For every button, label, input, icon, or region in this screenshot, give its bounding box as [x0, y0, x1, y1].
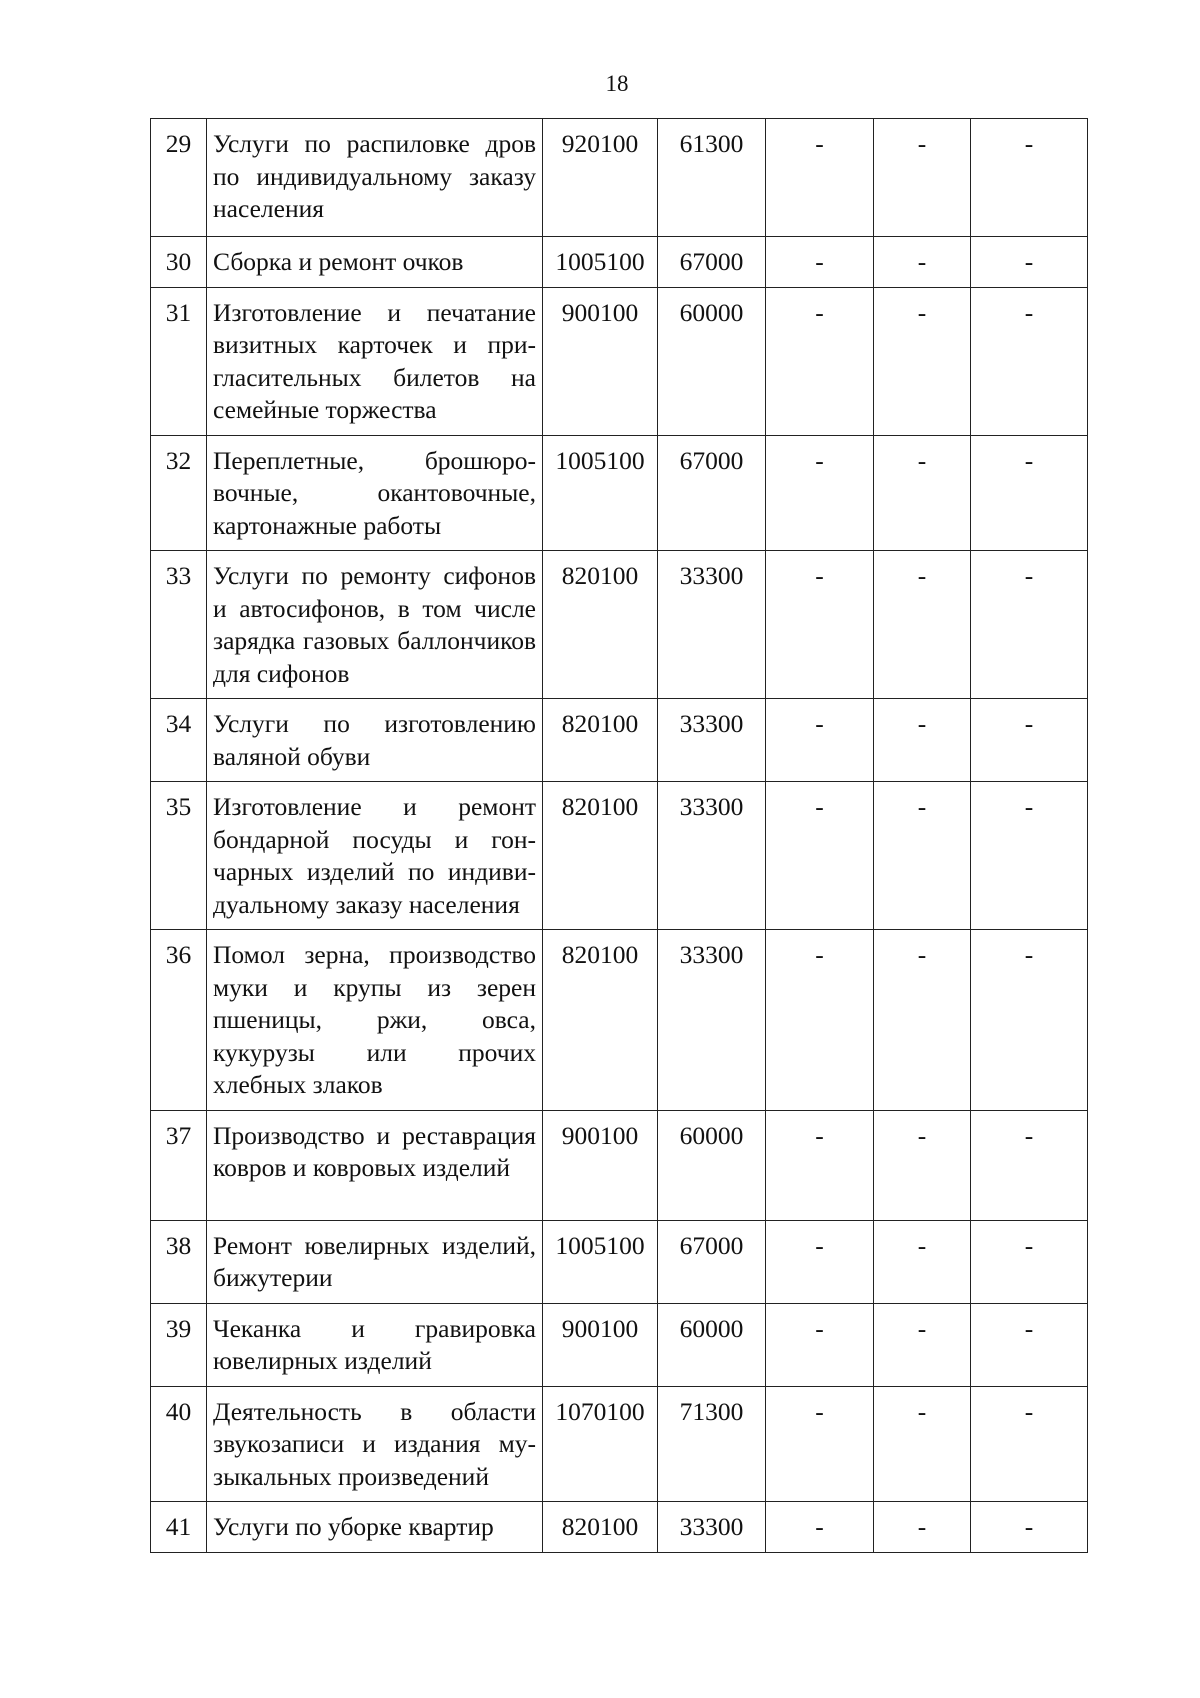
dash-cell-3: - [766, 930, 874, 1111]
dash-cell-4: - [874, 930, 971, 1111]
table-row [151, 1110, 1088, 1220]
dash-cell-3: - [766, 119, 874, 237]
value-cell-1: 820100 [543, 699, 658, 782]
dash-cell-4: - [874, 435, 971, 551]
dash-cell-3: - [766, 237, 874, 288]
row-number: 41 [151, 1502, 207, 1553]
dash-cell-4: - [874, 1502, 971, 1553]
dash-cell-4: - [874, 699, 971, 782]
table-row [151, 551, 1088, 699]
value-cell-2: 67000 [658, 237, 766, 288]
value-cell-2: 60000 [658, 1110, 766, 1220]
dash-cell-3: - [766, 1110, 874, 1220]
dash-cell-4: - [874, 237, 971, 288]
value-cell-2: 33300 [658, 782, 766, 930]
value-cell-1: 1070100 [543, 1386, 658, 1502]
row-number: 40 [151, 1386, 207, 1502]
row-number: 33 [151, 551, 207, 699]
dash-cell-5: - [971, 1110, 1088, 1220]
service-description: Деятельность в области звукозаписи и издания музыкальных произведений [207, 1386, 543, 1502]
value-cell-2: 61300 [658, 119, 766, 237]
dash-cell-5: - [971, 237, 1088, 288]
table-row [151, 782, 1088, 930]
service-description: Изготовление и печатание визитных карточек и пригласительных билетов на семейные торжества [207, 287, 543, 435]
dash-cell-5: - [971, 1220, 1088, 1303]
dash-cell-3: - [766, 287, 874, 435]
value-cell-1: 900100 [543, 1110, 658, 1220]
value-cell-2: 33300 [658, 699, 766, 782]
dash-cell-4: - [874, 1220, 971, 1303]
value-cell-1: 900100 [543, 287, 658, 435]
dash-cell-5: - [971, 1303, 1088, 1386]
dash-cell-4: - [874, 782, 971, 930]
value-cell-1: 820100 [543, 782, 658, 930]
table-row [151, 287, 1088, 435]
table-row [151, 930, 1088, 1111]
table-row [151, 119, 1088, 237]
dash-cell-5: - [971, 119, 1088, 237]
dash-cell-3: - [766, 551, 874, 699]
dash-cell-5: - [971, 435, 1088, 551]
value-cell-1: 920100 [543, 119, 658, 237]
dash-cell-4: - [874, 1386, 971, 1502]
service-description: Ремонт ювелирных изделий, бижутерии [207, 1220, 543, 1303]
row-number: 29 [151, 119, 207, 237]
value-cell-2: 60000 [658, 1303, 766, 1386]
value-cell-1: 820100 [543, 930, 658, 1111]
service-description: Услуги по изготовлению валяной обуви [207, 699, 543, 782]
table-row [151, 435, 1088, 551]
page-number: 18 [605, 71, 629, 96]
value-cell-2: 67000 [658, 435, 766, 551]
value-cell-2: 67000 [658, 1220, 766, 1303]
service-description: Услуги по распиловке дров по индивидуальному заказу населения [207, 119, 543, 237]
service-description: Чеканка и гравировка ювелирных изделий [207, 1303, 543, 1386]
dash-cell-5: - [971, 551, 1088, 699]
dash-cell-4: - [874, 287, 971, 435]
dash-cell-3: - [766, 435, 874, 551]
dash-cell-5: - [971, 930, 1088, 1111]
dash-cell-5: - [971, 1386, 1088, 1502]
dash-cell-5: - [971, 287, 1088, 435]
dash-cell-5: - [971, 1502, 1088, 1553]
row-number: 39 [151, 1303, 207, 1386]
row-number: 30 [151, 237, 207, 288]
table-row [151, 1303, 1088, 1386]
service-description: Помол зерна, производство муки и крупы из зерен пшеницы, ржи, овса, кукурузы или прочих хлебных злаков [207, 930, 543, 1111]
dash-cell-3: - [766, 1303, 874, 1386]
dash-cell-3: - [766, 699, 874, 782]
table-row [151, 1220, 1088, 1303]
rates-table [150, 118, 1088, 1553]
row-number: 31 [151, 287, 207, 435]
service-description: Услуги по уборке квартир [207, 1502, 543, 1553]
table-row [151, 237, 1088, 288]
dash-cell-4: - [874, 1303, 971, 1386]
value-cell-1: 1005100 [543, 237, 658, 288]
value-cell-2: 33300 [658, 551, 766, 699]
value-cell-2: 33300 [658, 930, 766, 1111]
row-number: 35 [151, 782, 207, 930]
table-body [151, 119, 1088, 1553]
service-description: Производство и реставрация ковров и ковровых изделий [207, 1110, 543, 1220]
value-cell-1: 1005100 [543, 1220, 658, 1303]
service-description: Переплетные, брошюровочные, окантовочные, картонажные работы [207, 435, 543, 551]
dash-cell-4: - [874, 1110, 971, 1220]
service-description: Изготовление и ремонт бондарной посуды и гончарных изделий по индивидуальному заказу населения [207, 782, 543, 930]
row-number: 38 [151, 1220, 207, 1303]
dash-cell-3: - [766, 782, 874, 930]
row-number: 32 [151, 435, 207, 551]
row-number: 36 [151, 930, 207, 1111]
value-cell-1: 1005100 [543, 435, 658, 551]
dash-cell-4: - [874, 551, 971, 699]
value-cell-2: 33300 [658, 1502, 766, 1553]
service-description: Сборка и ремонт очков [207, 237, 543, 288]
dash-cell-4: - [874, 119, 971, 237]
table-row [151, 1386, 1088, 1502]
value-cell-1: 820100 [543, 551, 658, 699]
value-cell-1: 900100 [543, 1303, 658, 1386]
row-number: 37 [151, 1110, 207, 1220]
dash-cell-5: - [971, 699, 1088, 782]
value-cell-2: 60000 [658, 287, 766, 435]
dash-cell-3: - [766, 1386, 874, 1502]
dash-cell-5: - [971, 782, 1088, 930]
value-cell-1: 820100 [543, 1502, 658, 1553]
row-number: 34 [151, 699, 207, 782]
value-cell-2: 71300 [658, 1386, 766, 1502]
service-description: Услуги по ремонту сифонов и автосифонов, в том числе зарядка газовых баллончиков для сифонов [207, 551, 543, 699]
table-row [151, 699, 1088, 782]
dash-cell-3: - [766, 1220, 874, 1303]
dash-cell-3: - [766, 1502, 874, 1553]
table-row [151, 1502, 1088, 1553]
